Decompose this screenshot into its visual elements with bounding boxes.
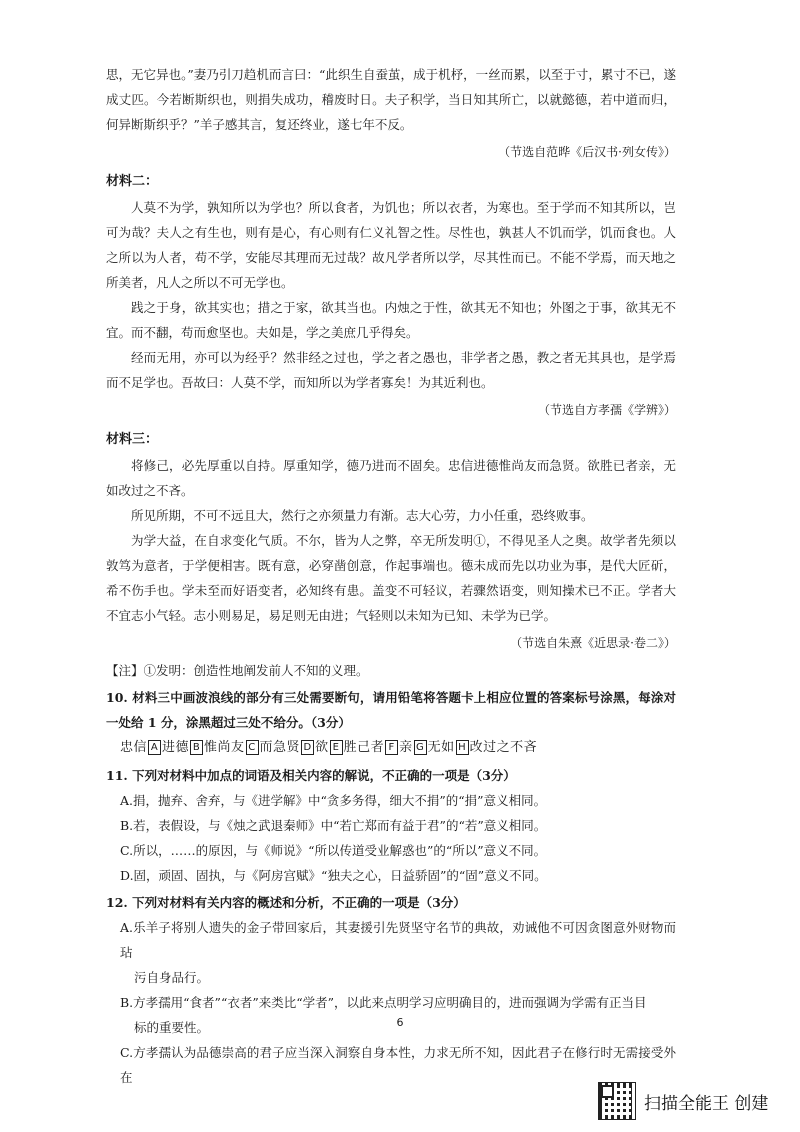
break-segment: 而急贤 — [259, 740, 301, 755]
sentence-break-line — [106, 735, 676, 761]
break-segment: 胜己者 — [343, 740, 385, 755]
question-12-option-c[interactable] — [106, 1040, 676, 1090]
passage-top-text: 思，无它异也。”妻乃引刀趋机而言曰：“此织生自蚕茧，成于机杼，一丝而累，以至于寸，累寸不已，遂成丈匹。今若断斯织也，则捐失成功，稽废时日。夫子积学，当日知其所亡，以就懿德，若中道而归，何异断斯织乎？”羊子感其言，复还终业，遂七年不反。 — [106, 67, 676, 132]
break-segment: 忠信 — [120, 740, 148, 755]
answer-box-e[interactable]: E — [330, 740, 343, 755]
question-11-option-b[interactable]: B.若，表假设，与《烛之武退秦师》中“若亡郑而有益于君”的“若”意义相同。 — [120, 818, 547, 833]
question-10-stem: 10. 材料三中画波浪线的部分有三处需要断句，请用铅笔将答题卡上相应位置的答案标号涂黑，每涂对一处给 1 分，涂黑超过三处不给分。（3分） — [106, 690, 676, 730]
answer-box-a[interactable]: A — [148, 740, 161, 755]
option-line-continued: 污自身品行。 — [134, 970, 210, 985]
source-citation-3: （节选自朱熹《近思录·卷二》） — [510, 636, 676, 650]
option-line: B.方孝孺用“食者”“衣者”来类比“学者”，以此来点明学习应明确目的，进而强调为学需有正当目 — [120, 995, 647, 1010]
question-12 — [106, 890, 676, 1090]
qr-code-icon — [598, 1082, 636, 1120]
question-10 — [106, 685, 676, 761]
material-two-paragraph: 经而无用，亦可以为经乎？然非经之过也，学之者之愚也，非学者之愚，教之者无其具也，是学焉而不足学也。吾故曰：人莫不学，而知所以为学者寡矣！为其近利也。 — [106, 350, 676, 390]
break-segment: 无如 — [427, 740, 455, 755]
break-segment: 改过之不吝 — [469, 740, 538, 755]
material-two-heading: 材料二： — [106, 174, 159, 189]
annotation-note: 【注】①发明：创造性地阐发前人不知的义理。 — [106, 663, 369, 678]
answer-box-g[interactable]: G — [414, 740, 427, 755]
break-segment: 亲 — [399, 740, 413, 755]
option-line: C.方孝孺认为品德崇高的君子应当深入洞察自身本性，力求无所不知，因此君子在修行时无需接受外在 — [120, 1045, 676, 1085]
question-11 — [106, 763, 676, 888]
material-two-paragraph: 践之于身，欲其实也；措之于家，欲其当也。内烛之于性，欲其无不知也；外图之于事，欲其无不宜。而不翻，苟而愈坚也。夫如是，学之美庶几乎得矣。 — [106, 300, 676, 340]
scanner-watermark — [598, 1082, 768, 1120]
material-two-section — [106, 169, 676, 423]
answer-box-c[interactable]: C — [246, 740, 259, 755]
question-11-option-c[interactable]: C.所以，……的原因，与《师说》“所以传道受业解惑也”的“所以”意义不同。 — [120, 843, 547, 858]
answer-box-b[interactable]: B — [190, 740, 203, 755]
question-11-stem: 11. 下列对材料中加点的词语及相关内容的解说，不正确的一项是（3分） — [106, 768, 516, 783]
material-three-heading: 材料三： — [106, 432, 159, 447]
option-line: A.乐羊子将别人遗失的金子带回家后，其妻援引先贤坚守名节的典故，劝诫他不可因贪图意外财物而玷 — [120, 920, 676, 960]
material-three-section — [106, 427, 676, 656]
answer-box-f[interactable]: F — [385, 740, 398, 755]
watermark-text: 扫描全能王 创建 — [644, 1093, 769, 1114]
page-number: 6 — [396, 1016, 404, 1029]
question-11-option-a[interactable]: A.捐，抛弃、舍弃，与《进学解》中“贪多务得，细大不捐”的“捐”意义相同。 — [120, 793, 547, 808]
break-segment: 进德 — [162, 740, 190, 755]
break-segment: 欲 — [315, 740, 329, 755]
option-line-continued: 标的重要性。 — [134, 1020, 210, 1035]
answer-box-d[interactable]: D — [301, 740, 314, 755]
source-citation-1: （节选自范晔《后汉书·列女传》） — [498, 145, 676, 159]
break-segment: 惟尚友 — [204, 740, 245, 755]
material-three-paragraph: 将修己，必先厚重以自持。厚重知学，德乃进而不固矣。忠信进德惟尚友而急贤。欲胜已者亲，无如改过之不吝。 — [106, 458, 676, 498]
question-12-option-a[interactable] — [106, 915, 676, 990]
material-three-paragraph: 所见所期，不可不远且大，然行之亦须量力有渐。志大心劳，力小任重，恐终败事。 — [131, 508, 594, 523]
question-12-stem: 12. 下列对材料有关内容的概述和分析，不正确的一项是（3分） — [106, 895, 466, 910]
answer-box-h[interactable]: H — [456, 740, 469, 755]
material-three-paragraph: 为学大益，在自求变化气质。不尔，皆为人之弊，卒无所发明①，不得见圣人之奥。故学者先须以敦笃为意者，于学便相害。既有意，必穿凿创意，作起事端也。德未成而先以功业为事，是代大匠斫，希不伤手也。学未至而好语变者，必知终有患。盖变不可轻议，若骤然语变，则知操术已不正。学者大不宜志小气轻。志小则易足，易足则无由进；气轻则以未知为已知、未学为已学。 — [106, 533, 676, 623]
material-two-paragraph: 人莫不为学，孰知所以为学也？所以食者，为饥也；所以衣者，为寒也。至于学而不知其所以，岂可为哉？夫人之有生也，则有是心，有心则有仁义礼智之性。尽性也，孰甚人不饥而学，饥而食也。人之所以为人者，苟不学，安能尽其理而无过哉？故凡学者所以学，尽其性而已。不能不学焉，而天地之所美者，凡人之所以不可无学也。 — [106, 200, 676, 290]
question-12-option-b[interactable] — [106, 990, 676, 1040]
page-content — [106, 62, 676, 1090]
question-11-option-d[interactable]: D.固，顽固、固执，与《阿房宫赋》“独夫之心，日益骄固”的“固”意义不同。 — [120, 868, 547, 883]
source-citation-2: （节选自方孝孺《学辨》） — [537, 403, 676, 417]
